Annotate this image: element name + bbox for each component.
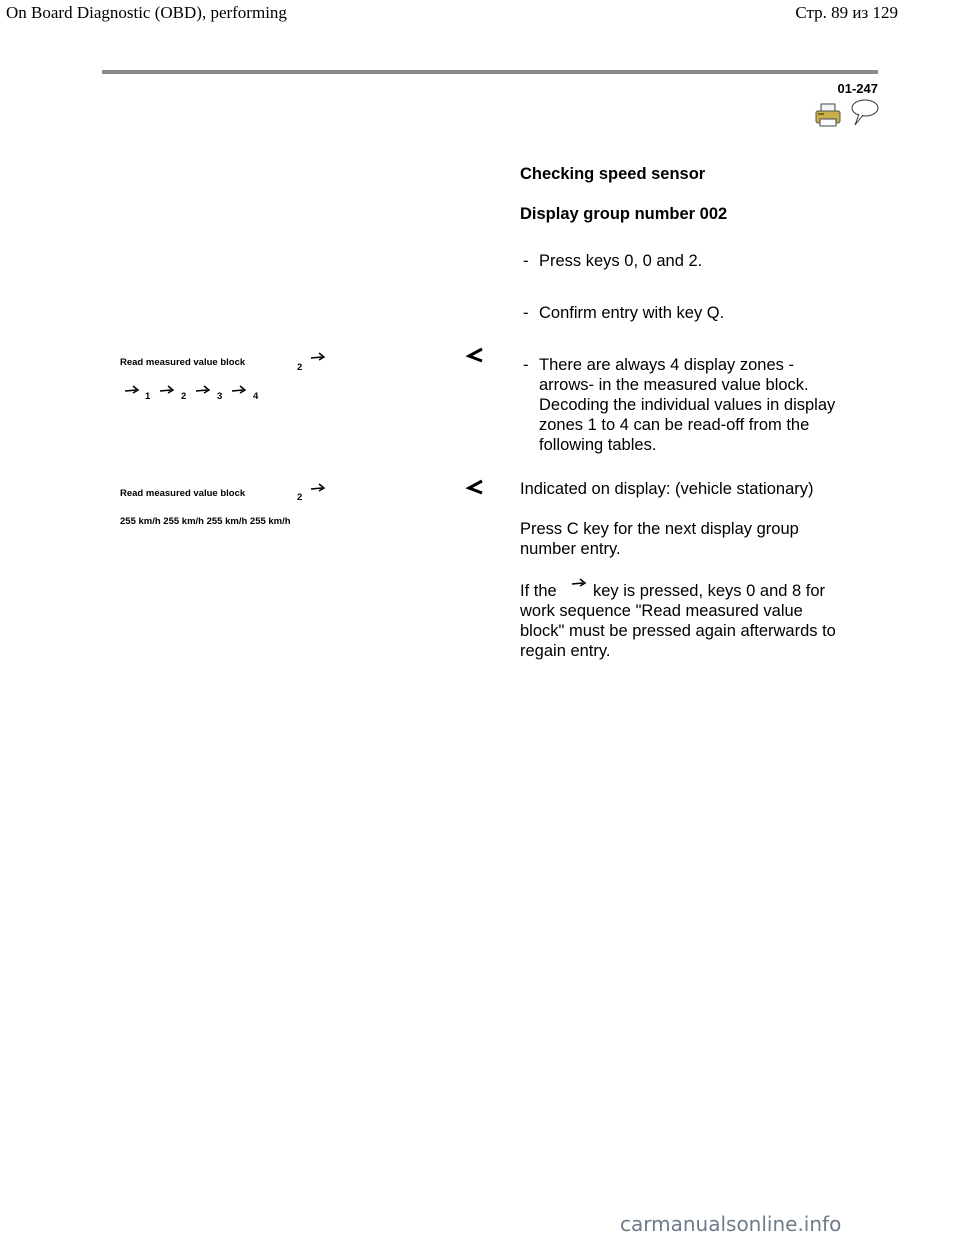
display-zone: 4	[253, 391, 259, 402]
page-counter: Стр. 89 из 129	[795, 3, 898, 22]
if-the-suffix: key is pressed, keys 0 and 8 for	[593, 582, 826, 600]
document-title: On Board Diagnostic (OBD), performing	[6, 3, 287, 22]
note-line: block" must be pressed again afterwards to	[520, 622, 836, 640]
arrow-right-icon	[124, 385, 140, 395]
step-text	[539, 355, 835, 455]
step-text: Press keys 0, 0 and 2.	[539, 252, 703, 270]
pointer-left-icon	[465, 479, 485, 495]
if-the-note	[520, 601, 836, 661]
step-line: zones 1 to 4 can be read-off from the	[539, 416, 810, 434]
step-line: following tables.	[539, 436, 657, 454]
display-zone: 1	[145, 391, 151, 402]
arrow-right-icon	[195, 385, 211, 395]
note-line: regain entry.	[520, 642, 611, 660]
step-dash: -	[523, 252, 529, 270]
comment-bubble-icon[interactable]	[848, 98, 880, 128]
display-values: 255 km/h 255 km/h 255 km/h 255 km/h	[120, 516, 291, 527]
press-c-note	[520, 519, 799, 559]
display-zone: 3	[217, 391, 223, 402]
step-text: Confirm entry with key Q.	[539, 304, 725, 322]
step-line: Decoding the individual values in display	[539, 396, 836, 414]
print-icon[interactable]	[814, 102, 842, 128]
note-line: number entry.	[520, 540, 621, 558]
arrow-right-icon	[310, 483, 326, 493]
step-line: arrows- in the measured value block.	[539, 376, 809, 394]
display-zone: 2	[181, 391, 187, 402]
arrow-right-icon	[159, 385, 175, 395]
display-label: Read measured value block	[120, 488, 246, 499]
arrow-right-icon	[310, 352, 326, 362]
note-line: work sequence "Read measured value	[520, 602, 803, 620]
header-divider	[102, 70, 878, 74]
pointer-left-icon	[465, 347, 485, 363]
if-the-prefix: If the	[520, 582, 557, 600]
section-subheading: Display group number 002	[520, 205, 728, 223]
display-label: Read measured value block	[120, 357, 246, 368]
note-line: Press C key for the next display group	[520, 520, 799, 538]
step-dash: -	[523, 304, 529, 322]
section-heading: Checking speed sensor	[520, 165, 706, 183]
display-group-number: 2	[297, 362, 303, 373]
page-reference: 01-247	[837, 81, 878, 96]
arrow-right-icon	[231, 385, 247, 395]
arrow-right-icon	[571, 578, 587, 588]
footer-watermark: carmanualsonline.info	[620, 1212, 842, 1236]
step-line: There are always 4 display zones -	[539, 356, 794, 374]
display-group-number: 2	[297, 492, 303, 503]
toolbar-icons	[814, 100, 880, 130]
display-indication-text: Indicated on display: (vehicle stationary)	[520, 480, 814, 498]
step-dash: -	[523, 356, 529, 374]
